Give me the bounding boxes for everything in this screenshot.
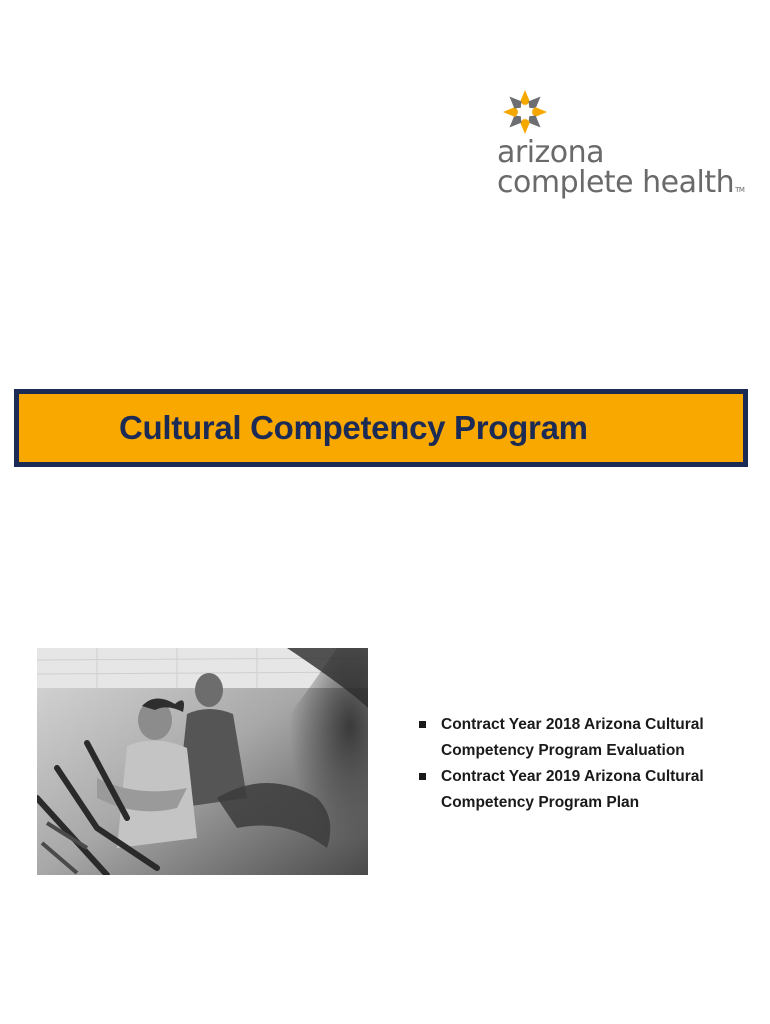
logo-wordmark-line1: arizona [497,135,605,170]
list-item [417,712,737,764]
title-banner [14,389,748,467]
fitness-photo-illustration [37,648,368,875]
list-item-text: Contract Year 2018 Arizona Cultural Competency Program Evaluation [441,716,704,759]
square-bullet-icon [419,721,426,728]
company-logo [497,88,745,208]
logo-wordmark-line2 [497,166,744,207]
page-title: Cultural Competency Program [119,409,588,446]
square-bullet-icon [419,773,426,780]
bullet-list [417,712,737,816]
logo-wordmark-line2-text: complete health [497,165,735,200]
list-item [417,764,737,816]
title-banner-fill [19,394,743,462]
star-icon [501,88,549,136]
fitness-photo [37,648,368,875]
list-item-text: Contract Year 2019 Arizona Cultural Competency Program Plan [441,768,704,811]
trademark-mark: TM [735,186,745,194]
